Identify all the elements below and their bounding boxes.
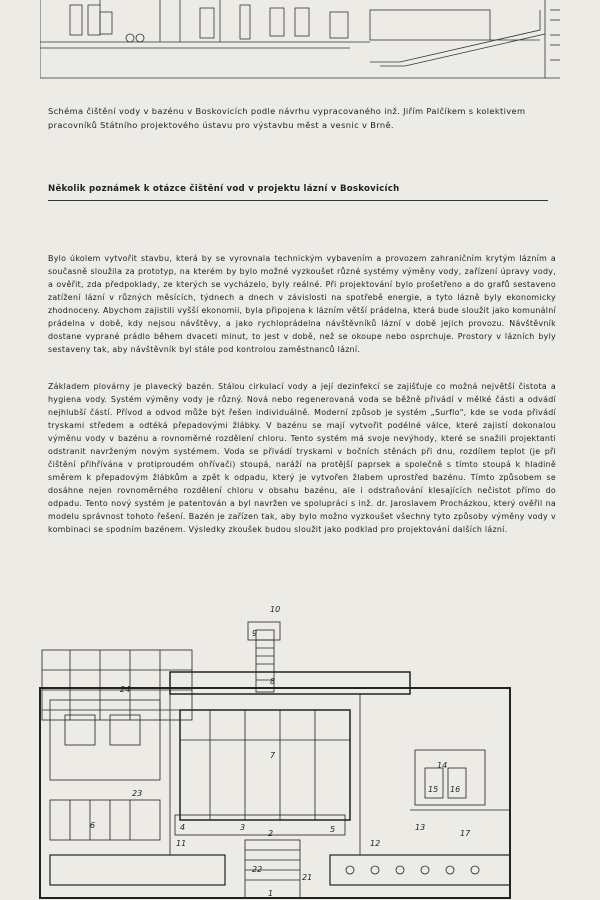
room-number: 3	[240, 823, 246, 832]
room-number: 8	[270, 677, 276, 686]
title-rule	[48, 200, 548, 201]
room-number: 23	[132, 789, 143, 798]
room-number: 16	[450, 785, 461, 794]
water-treatment-schematic	[40, 0, 560, 80]
room-number: 9	[252, 629, 258, 638]
room-number: 7	[270, 751, 276, 760]
room-number: 10	[270, 605, 281, 614]
room-number: 13	[415, 823, 426, 832]
article-paragraph-2: Základem plovárny je plavecký bazén. Stálou cirkulací vody a její dezinfekcí se zajišťuje co možná největší čistota a hygiena vody. Systém výměny vody je různý. Nová nebo regenerovaná voda se běžně přivádí v mělké části a odvádí nejhlubší částí. Přívod a odvod může být řešen individuálně. Moderní způsob je systém „Surflo", kde se voda přivádí tryskami středem a odtéká přepadovými žlábky. V bazénu se mají vytvořit podélné válce, které zajistí dokonalou výměnu vody v bazénu a rovnoměrné rozdělení chloru. Tento systém má svoje nevýhody, které se snažili projektanti odstranit navrženým novým systémem. Voda se přivádí tryskami v bočních stěnách při dnu, rozdílem teplot (je při čištění přihřívána v protiproudém ohřívači) stoupá, naráží na protější paprsek a společně s tímto stoupá k hladině směrem k přepadovým žlábkům a zpět k odpadu, který je vytvořen žlabem uprostřed bazénu. Tímto způsobem se dosáhne nejen rovnoměrného rozdělení chloru v obsahu bazénu, ale i odstraňování klesajících nečistot přímo do odpadu. Tento nový systém je patentován a byl navržen ve spolupráci s inž. dr. Jaroslavem Procházkou, který ověřil na modelu správnost tohoto řešení. Bazén je zařízen tak, aby bylo možno vyzkoušet všechny tyto způsoby výměny vody v kombinaci se spodním bazénem. Výsledky zkoušek budou sloužit jako podklad pro projektování dalších lázní.	[48, 382, 556, 534]
article-title: Několik poznámek k otázce čištění vod v projektu lázní v Boskovicích	[48, 184, 400, 194]
room-number: 1	[268, 889, 274, 898]
room-number: 12	[370, 839, 381, 848]
room-number: 6	[90, 821, 96, 830]
room-number: 11	[176, 839, 187, 848]
room-number: 22	[252, 865, 263, 874]
room-number: 21	[302, 873, 313, 882]
room-number: 14	[437, 761, 448, 770]
room-number: 4	[180, 823, 186, 832]
room-number: 5	[330, 825, 336, 834]
room-number: 2	[268, 829, 274, 838]
article-paragraph-1: Bylo úkolem vytvořit stavbu, která by se vyrovnala technickým vybavením a provozem zahraničním krytým lázním a současně sloužila za prototyp, na kterém by bylo možné vyzkoušet různé systémy výměny vody, zařízení úpravy vody, a ověřit, zda předpoklady, ze kterých se vycházelo, byly reálné. Při projektování bylo prošetřeno a do grafů sestaveno zatížení lázní v různých měsících, týdnech a dnech v závislosti na spotřebě energie, a tyto lázně byly ekonomicky zhodnoceny. Abychom zajistili vyšší ekonomii, byla připojena k lázním větší prádelna, která bude sloužit jako komunální prádelna v době, kdy nejsou návštěvy, a jako rychloprádelna návštěvníků lázní v době jejich provozu. Návštěvník dostane vyprané prádlo během dvaceti minut, to jest v době, než se okoupe nebo osprchuje. Prostory v lázních byly sestaveny tak, aby návštěvník byl stále pod kontrolou zaměstnanců lázní.	[48, 254, 556, 354]
room-number: 24	[120, 685, 131, 694]
floor-plan	[30, 600, 570, 900]
room-number: 15	[428, 785, 439, 794]
room-number: 17	[460, 829, 471, 838]
figure-caption: Schéma čištění vody v bazénu v Boskovicích podle návrhu vypracovaného inž. Jiřím Palčíkem s kolektivem pracovníků Státního projektového ústavu pro výstavbu měst a vesnic v Brně.	[48, 106, 526, 130]
